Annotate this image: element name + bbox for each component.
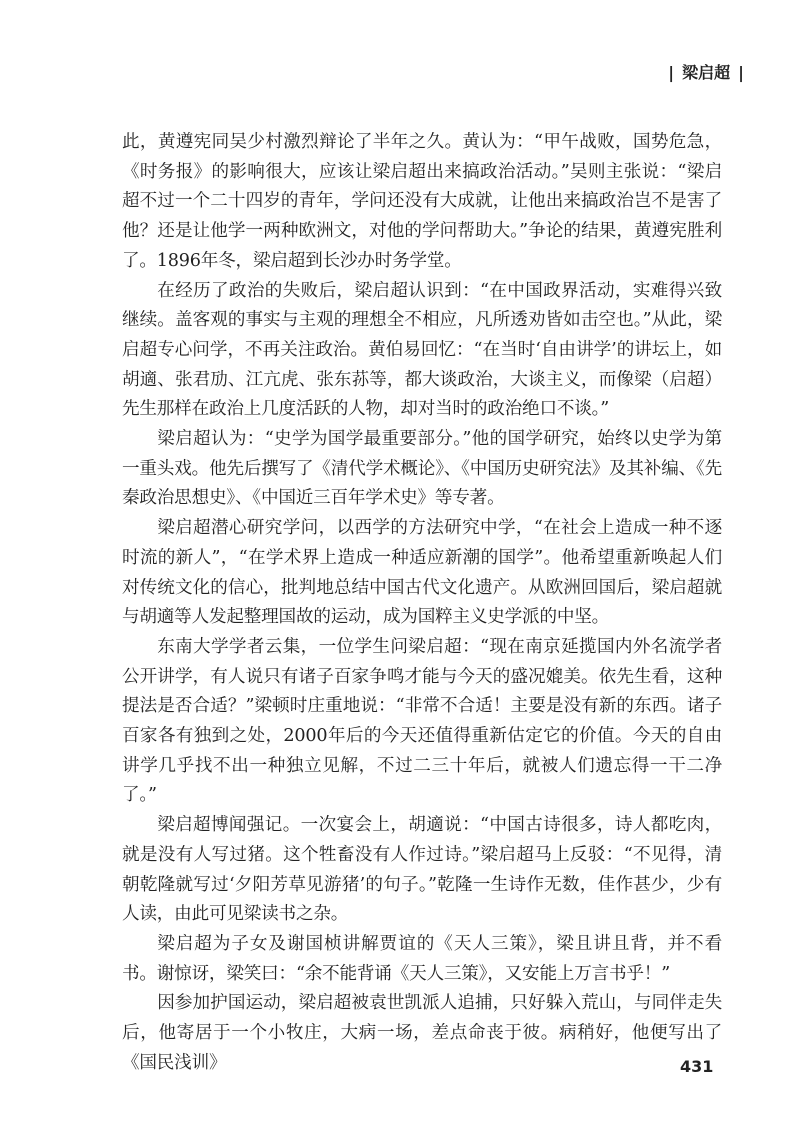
paragraph: 梁启超博闻强记。一次宴会上，胡適说：“中国古诗很多，诗人都吃肉，就是没有人写过猪。这个牲畜没有人作过诗。”梁启超马上反驳：“不见得，清朝乾隆就写过‘夕阳芳草见游猪’的句子。”乾隆一生诗作无数，佳作甚少，少有人读，由此可见梁读书之杂。 (122, 815, 722, 925)
running-head (660, 60, 752, 83)
header-bar-right: | (738, 63, 744, 82)
running-head-title: 梁启超 (682, 63, 731, 82)
paragraph: 因参加护国运动，梁启超被袁世凯派人追捕，只好躲入荒山，与同伴走失后，他寄居于一个小牧庄，大病一场，差点命丧于彼。病稍好，他便写出了《国民浅训》 (122, 993, 722, 1073)
body-text (122, 128, 722, 1079)
header-bar-left: | (668, 63, 675, 82)
page-number: 431 (680, 1057, 714, 1076)
paragraph-continuation: 此，黄遵宪同吴少村激烈辩论了半年之久。黄认为：“甲午战败，国势危急，《时务报》的影响很大，应该让梁启超出来搞政治活动。”吴则主张说：“梁启超不过一个二十四岁的青年，学问还没有大成就，让他出来搞政治岂不是害了他？还是让他学一两种欧洲文，对他的学问帮助大。”争论的结果，黄遵宪胜利了。1896年冬，梁启超到长沙办时务学堂。 (122, 132, 722, 271)
paragraph: 梁启超潜心研究学问，以西学的方法研究中学，“在社会上造成一种不逐时流的新人”，“在学术界上造成一种适应新潮的国学”。他希望重新唤起人们对传统文化的信心，批判地总结中国古代文化遗产。从欧洲回国后，梁启超就与胡適等人发起整理国故的运动，成为国粹主义史学派的中坚。 (122, 518, 722, 628)
paragraph: 在经历了政治的失败后，梁启超认识到：“在中国政界活动，实难得兴致继续。盖客观的事实与主观的理想全不相应，凡所透劝皆如击空也。”从此，梁启超专心问学，不再关注政治。黄伯易回忆：“在当时‘自由讲学’的讲坛上，如胡適、张君劢、江亢虎、张东荪等，都大谈政治，大谈主义，而像梁（启超）先生那样在政治上几度活跃的人物，却对当时的政治绝口不谈。” (122, 280, 722, 420)
paragraph: 梁启超为子女及谢国桢讲解贾谊的《天人三策》，梁且讲且背，并不看书。谢惊讶，梁笑曰：“余不能背诵《天人三策》，又安能上万言书乎！” (122, 933, 722, 984)
paragraph: 东南大学学者云集，一位学生问梁启超：“现在南京延揽国内外名流学者公开讲学，有人说只有诸子百家争鸣才能与今天的盛况媲美。依先生看，这种提法是否合适？”梁顿时庄重地说：“非常不合适！主要是没有新的东西。诸子百家各有独到之处，2000年后的今天还值得重新估定它的价值。今天的自由讲学几乎找不出一种独立见解，不过二三十年后，就被人们遗忘得一干二净了。” (122, 636, 722, 806)
paragraph: 梁启超认为：“史学为国学最重要部分。”他的国学研究，始终以史学为第一重头戏。他先后撰写了《清代学术概论》、《中国历史研究法》及其补编、《先秦政治思想史》、《中国近三百年学术史》等专著。 (122, 429, 722, 509)
